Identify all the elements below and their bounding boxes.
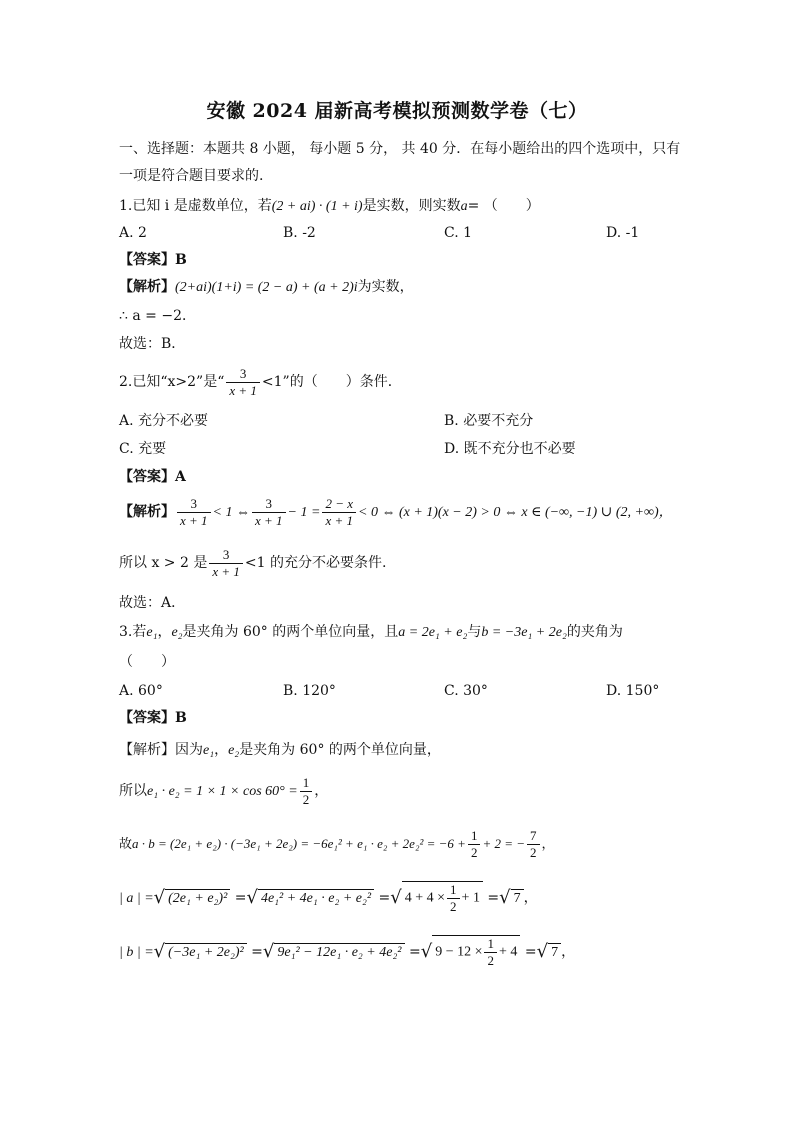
- q3-option-d: D. 150°: [606, 683, 660, 699]
- q2-option-a: A. 充分不必要: [119, 413, 209, 429]
- q3-option-a: A. 60°: [119, 683, 163, 699]
- q3-stem-paren: （ ）: [119, 654, 175, 670]
- section-instructions-line-1: 一、选择题：本题共 8 小题， 每小题 5 分， 共 40 分．在每小题给出的四个选项中，只有: [119, 141, 681, 157]
- q3-analysis-ab-product: 故a · b = (2e₁ + e₂) · (−3e₁ + 2e₂) = −6e₁² + e₁ · e₂ + 2e₂² = −6 + $\frac{1}{2}$ + 2 = − $\frac{7}{2}$ ，: [119, 828, 555, 860]
- q2-stem-fraction: $\frac{3}{x + 1}$: [226, 366, 260, 399]
- q2-stem: 2.已知“x>2”是“ $\frac{3}{x + 1}$ <1”的（ ）条件．: [119, 365, 402, 398]
- q3-analysis: 【解析】因为e₁，e₂是夹角为 60° 的两个单位向量，: [119, 742, 441, 758]
- q1-conclusion: 故选：B．: [119, 336, 186, 352]
- q1-stem: 1.已知 i 是虚数单位，若(2 + ai) · (1 + i)是实数，则实数a= （ ）: [119, 198, 540, 214]
- q2-option-b: B. 必要不充分: [444, 413, 534, 429]
- page-title: 安徽 2024 届新高考模拟预测数学卷（七）: [206, 100, 588, 122]
- q2-answer: 【答案】A: [119, 469, 186, 485]
- q1-analysis-result: ∴ a = −2．: [119, 308, 196, 324]
- q1-option-a: A. 2: [119, 225, 147, 241]
- q2-conclusion: 故选：A．: [119, 595, 186, 611]
- q3-analysis-norm-b: | b | =√ (−3e₁ + 2e₂)² =√ 9e₁² − 12e₁ · e₂ + 4e₂² =√ 9 − 12 × $\frac{1}{2}$ + 4 =√ 7 ，: [119, 936, 576, 968]
- q2-analysis: 【解析】 $\frac{3}{x + 1}$ < 1 ⇔ $\frac{3}{x + 1}$ − 1 = $\frac{2 - x}{x + 1}$ < 0 ⇔ (x + 1)(x − 2) > 0 ⇔ x ∈ (−∞, −1) ∪ (2, +∞)，: [119, 495, 673, 528]
- q3-analysis-norm-a: | a | =√ (2e₁ + e₂)² =√ 4e₁² + 4e₁ · e₂ + e₂² =√ 4 + 4 × $\frac{1}{2}$ + 1 =√ 7 ，: [119, 882, 538, 914]
- q3-option-c: C. 30°: [444, 683, 488, 699]
- q1-analysis: 【解析】(2+ai)(1+i) = (2 − a) + (a + 2)i为实数，: [119, 279, 414, 295]
- q2-option-c: C. 充要: [119, 441, 167, 457]
- q3-answer: 【答案】B: [119, 710, 187, 726]
- q2-analysis-result: 所以 x > 2 是 $\frac{3}{x + 1}$ <1 的充分不必要条件.: [119, 546, 387, 579]
- q1-option-d: D. -1: [606, 225, 640, 241]
- q1-option-b: B. -2: [283, 225, 316, 241]
- q3-analysis-dot-product: 所以e₁ · e₂ = 1 × 1 × cos 60° = $\frac{1}{2}$ ，: [119, 774, 329, 807]
- q1-answer: 【答案】B: [119, 252, 187, 268]
- q3-option-b: B. 120°: [283, 683, 336, 699]
- q2-option-d: D. 既不充分也不必要: [444, 441, 576, 457]
- q1-option-c: C. 1: [444, 225, 473, 241]
- section-instructions-line-2: 一项是符合题目要求的.: [119, 168, 264, 184]
- q3-stem: 3.若e₁，e₂是夹角为 60° 的两个单位向量，且a = 2e₁ + e₂与b = −3e₁ + 2e₂的夹角为: [119, 624, 623, 640]
